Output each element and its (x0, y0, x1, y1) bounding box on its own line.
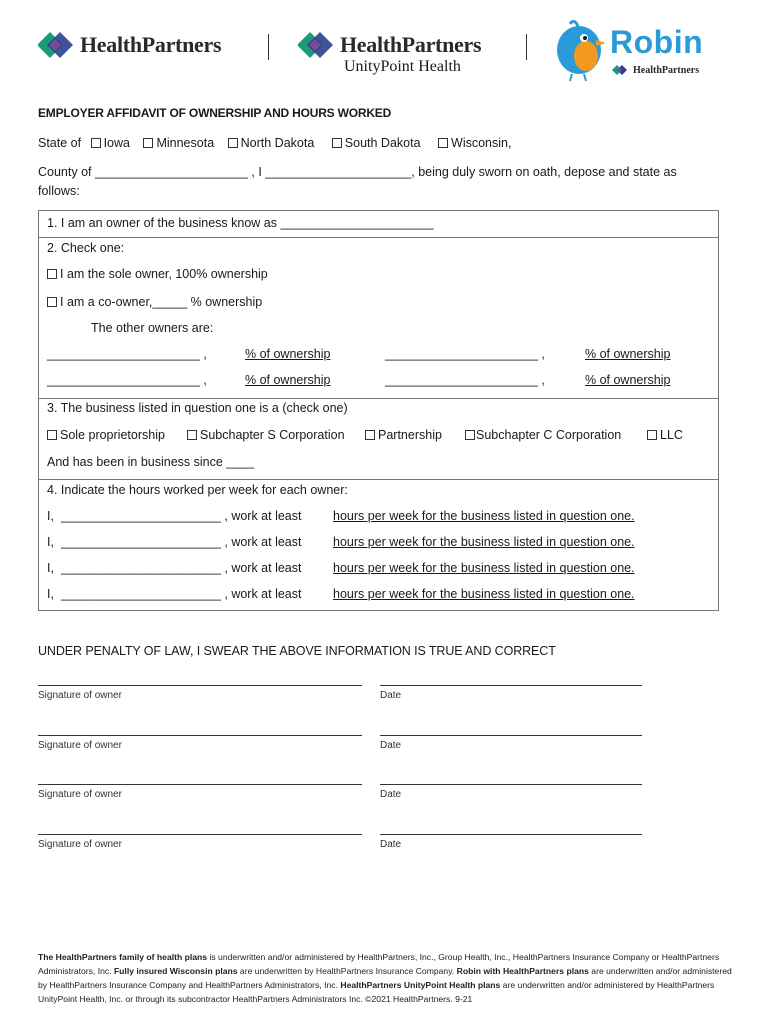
logo1-text: HealthPartners (80, 32, 222, 57)
state-option-south-dakota: South Dakota (344, 136, 421, 150)
logo2-text: HealthPartners (340, 32, 482, 57)
date-field-1[interactable] (380, 685, 642, 686)
healthpartners-unitypoint-logo (298, 30, 482, 75)
hours-row-suffix: hours per week for the business listed in question one. (333, 561, 635, 575)
form-title: EMPLOYER AFFIDAVIT OF OWNERSHIP AND HOURS WORKED (38, 106, 392, 120)
footer-bold-4: HealthPartners UnityPoint Health plans (340, 980, 501, 990)
date-field-3[interactable] (380, 784, 642, 785)
date-label-3: Date (380, 789, 402, 800)
co-owner-label[interactable]: I am a co-owner,_____ % ownership (60, 295, 263, 309)
footer-text-3: are underwritten and/or administered by HealthPartners Insurance Company and HealthPartners Administrators, Inc. (38, 966, 732, 990)
c-corporation-label: Subchapter C Corporation (476, 428, 622, 442)
business-type-llc (645, 428, 683, 442)
checkbox-minnesota[interactable] (143, 138, 153, 148)
signature-label-1: Signature of owner (38, 690, 122, 701)
checkbox-partnership[interactable] (365, 430, 375, 440)
hours-row-prefix: I, (47, 535, 54, 549)
ownership-pct-field-2[interactable]: % of ownership (585, 347, 671, 361)
logo2-subtext: UnityPoint Health (344, 58, 461, 75)
question-4-section (39, 480, 718, 611)
state-option-wisconsin: Wisconsin, (451, 136, 512, 150)
llc-label: LLC (660, 428, 683, 442)
question-2-section (39, 238, 718, 399)
healthpartners-diamond-icon (38, 30, 80, 60)
date-field-4[interactable] (380, 834, 642, 835)
business-since-field[interactable]: And has been in business since ____ (47, 455, 255, 469)
hours-row-prefix: I, (47, 509, 54, 523)
signature-field-3[interactable] (38, 784, 362, 785)
question-1-text[interactable]: 1. I am an owner of the business know as ______________________ (47, 216, 434, 230)
checkbox-llc[interactable] (647, 430, 657, 440)
county-line[interactable]: County of ______________________ , I _____________________, being duly sworn on oath, depose and state as (38, 165, 677, 179)
footer-text-2: are underwritten by HealthPartners Insurance Company. (237, 966, 457, 976)
checkbox-iowa[interactable] (91, 138, 101, 148)
checkbox-north-dakota[interactable] (228, 138, 238, 148)
robin-logo (550, 14, 730, 84)
robin-bird-icon (550, 16, 608, 82)
healthpartners-diamond-icon (298, 30, 340, 60)
business-type-s-corp (185, 428, 345, 442)
partnership-label: Partnership (378, 428, 442, 442)
date-label-1: Date (380, 690, 402, 701)
robin-subtext-group (612, 64, 699, 76)
legal-footer (38, 950, 738, 1006)
robin-subtext: HealthPartners (633, 64, 700, 76)
state-option-north-dakota: North Dakota (240, 136, 315, 150)
signature-field-4[interactable] (38, 834, 362, 835)
owner-name-field-2[interactable]: ______________________ , (385, 347, 545, 361)
ownership-pct-field-4[interactable]: % of ownership (585, 373, 671, 387)
question-4-heading: 4. Indicate the hours worked per week for each owner: (47, 483, 348, 497)
date-label-4: Date (380, 839, 402, 850)
hours-owner-field-3[interactable]: _______________________ , work at least (61, 561, 302, 575)
signature-label-2: Signature of owner (38, 740, 122, 751)
checkbox-co-owner[interactable] (47, 297, 57, 307)
healthpartners-logo (38, 30, 221, 60)
co-owner-option (45, 295, 262, 309)
question-1-row (39, 211, 718, 238)
hours-owner-field-2[interactable]: _______________________ , work at least (61, 535, 302, 549)
signature-field-2[interactable] (38, 735, 362, 736)
question-3-heading: 3. The business listed in question one is a (check one) (47, 401, 348, 415)
footer-bold-3: Robin with HealthPartners plans (456, 966, 589, 976)
hours-row-prefix: I, (47, 587, 54, 601)
robin-text: Robin (610, 24, 704, 60)
logo-divider (526, 34, 527, 60)
state-option-minnesota: Minnesota (156, 136, 215, 150)
question-3-section (39, 399, 718, 480)
date-label-2: Date (380, 740, 402, 751)
signature-label-4: Signature of owner (38, 839, 122, 850)
business-type-sole (45, 428, 165, 442)
owner-name-field-4[interactable]: ______________________ , (385, 373, 545, 387)
state-option-iowa: Iowa (103, 136, 130, 150)
state-prefix: State of (38, 136, 82, 150)
footer-bold-1: The HealthPartners family of health plans (38, 952, 208, 962)
hours-owner-field-4[interactable]: _______________________ , work at least (61, 587, 302, 601)
footer-bold-2: Fully insured Wisconsin plans (113, 966, 238, 976)
checkbox-wisconsin[interactable] (438, 138, 448, 148)
checkbox-south-dakota[interactable] (332, 138, 342, 148)
s-corporation-label: Subchapter S Corporation (200, 428, 345, 442)
affidavit-form-box (38, 210, 719, 611)
hours-row-suffix: hours per week for the business listed in question one. (333, 587, 635, 601)
checkbox-c-corporation[interactable] (465, 430, 475, 440)
business-type-c-corp (463, 428, 621, 442)
sole-owner-option (45, 267, 268, 281)
county-line-cont: follows: (38, 184, 80, 198)
checkbox-sole-owner[interactable] (47, 269, 57, 279)
state-line (38, 136, 511, 150)
header-logos (36, 14, 736, 84)
date-field-2[interactable] (380, 735, 642, 736)
checkbox-sole-proprietorship[interactable] (47, 430, 57, 440)
footer-text-1: is underwritten and/or administered by HealthPartners, Inc., Group Health, Inc., HealthPartners Insurance Company or HealthPartners Administrators, Inc. (38, 952, 720, 976)
logo-divider (268, 34, 269, 60)
sole-owner-label: I am the sole owner, 100% ownership (60, 267, 268, 281)
question-2-heading: 2. Check one: (47, 241, 125, 255)
hours-row-prefix: I, (47, 561, 54, 575)
hours-row-suffix: hours per week for the business listed in question one. (333, 535, 635, 549)
business-type-partnership (363, 428, 442, 442)
signature-field-1[interactable] (38, 685, 362, 686)
footer-text-4: are underwritten and/or administered by HealthPartners UnityPoint Health, Inc. or through its subcontractor HealthPartners Administrators Inc. ©2021 HealthPartners. 9-21 (38, 980, 715, 1004)
hours-row-suffix: hours per week for the business listed in question one. (333, 509, 635, 523)
owner-name-field-3[interactable]: ______________________ , (47, 373, 207, 387)
sole-proprietorship-label: Sole proprietorship (60, 428, 165, 442)
healthpartners-diamond-small-icon (612, 64, 630, 76)
other-owners-label: The other owners are: (91, 321, 214, 335)
ownership-pct-field-1[interactable]: % of ownership (245, 347, 331, 361)
ownership-pct-field-3[interactable]: % of ownership (245, 373, 331, 387)
owner-name-field-1[interactable]: ______________________ , (47, 347, 207, 361)
hours-owner-field-1[interactable]: _______________________ , work at least (61, 509, 302, 523)
penalty-statement: UNDER PENALTY OF LAW, I SWEAR THE ABOVE INFORMATION IS TRUE AND CORRECT (38, 644, 556, 658)
checkbox-s-corporation[interactable] (187, 430, 197, 440)
signature-label-3: Signature of owner (38, 789, 122, 800)
